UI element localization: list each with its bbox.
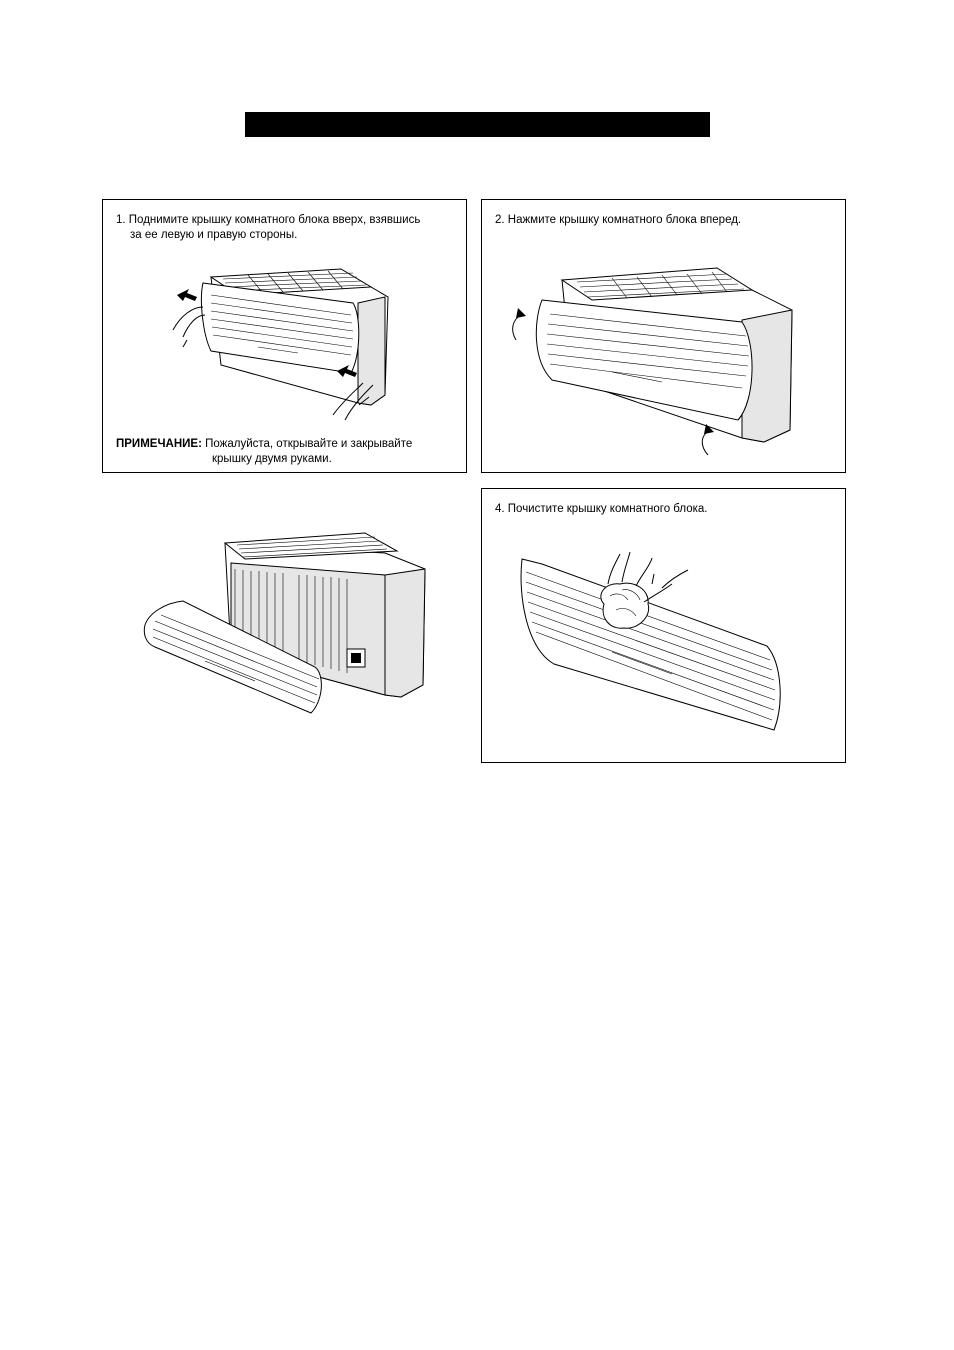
- step-4-text: [495, 502, 835, 517]
- note-line-1: Пожалуйста, открывайте и закрывайте: [205, 438, 413, 450]
- step-3-illustration: [135, 525, 435, 725]
- step-2-panel: [481, 199, 846, 473]
- section-title-bar: [245, 112, 710, 137]
- step-4-panel: [481, 488, 846, 763]
- step-1-line-1: 1. Поднимите крышку комнатного блока вверх, взявшись: [116, 214, 421, 226]
- step-2-line-1: 2. Нажмите крышку комнатного блока вперед.: [495, 214, 742, 226]
- step-4-illustration: [512, 544, 792, 744]
- step-4-line-1: 4. Почистите крышку комнатного блока.: [495, 503, 708, 515]
- step-1-line-2: за ее левую и правую стороны.: [130, 229, 298, 241]
- step-2-text: [495, 213, 835, 228]
- step-1-text: [116, 213, 456, 243]
- note-label: ПРИМЕЧАНИЕ:: [116, 438, 202, 450]
- note-line-2: крышку двумя руками.: [212, 453, 332, 465]
- step-1-illustration: [163, 255, 413, 425]
- step-1-panel: [102, 199, 467, 473]
- step-2-illustration: [502, 250, 832, 460]
- step-1-note: [116, 437, 461, 467]
